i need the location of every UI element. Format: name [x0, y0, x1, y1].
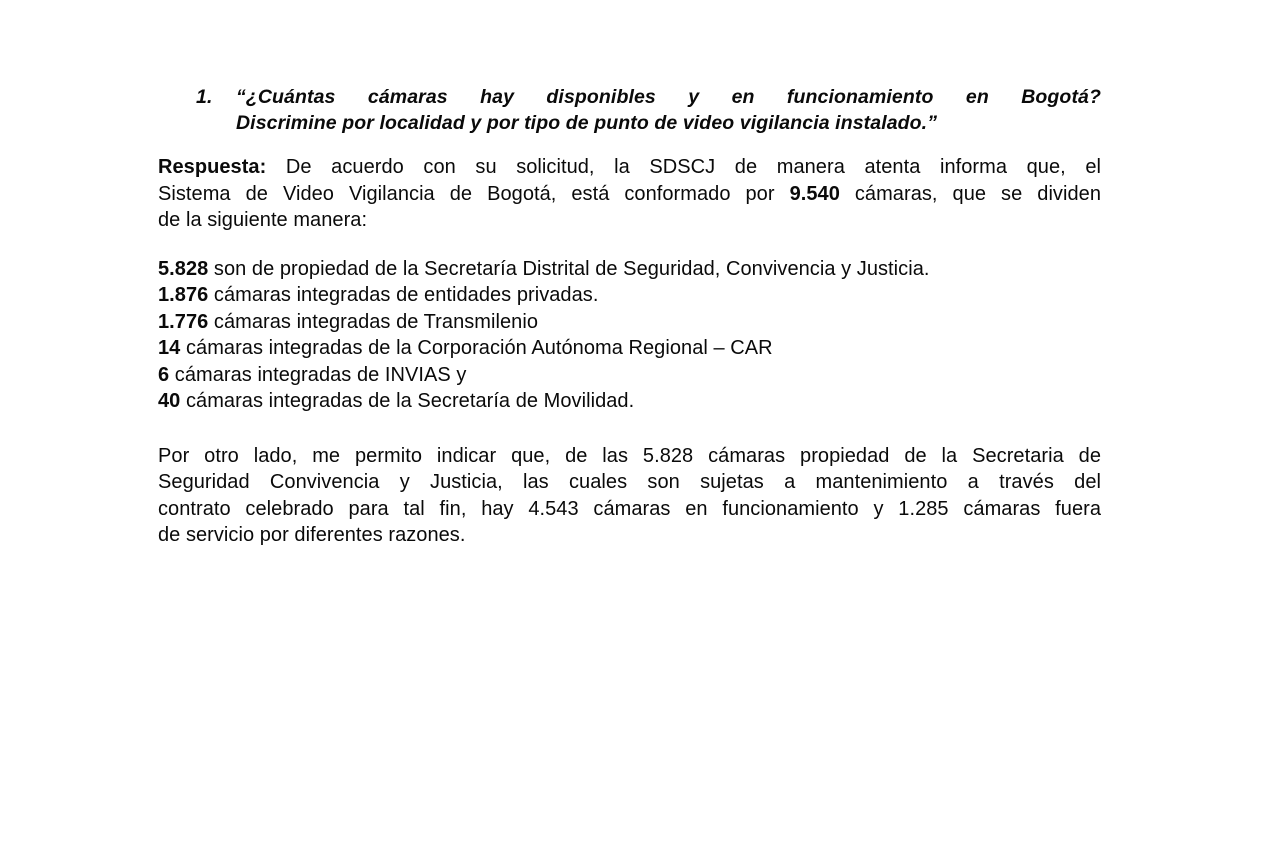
- breakdown-text-5: cámaras integradas de la Secretaría de Movilidad.: [180, 390, 635, 412]
- answer-label: Respuesta:: [158, 156, 267, 178]
- answer-line-2: [158, 181, 1101, 208]
- breakdown-text-1: cámaras integradas de entidades privadas.: [208, 284, 599, 306]
- answer-line-2-text-a: Sistema de Video Vigilancia de Bogotá, está conformado por: [158, 182, 790, 205]
- answer-line-2-text-b: cámaras, que se dividen: [839, 182, 1101, 205]
- closing-line-3: contrato celebrado para tal fin, hay 4.543 cámaras en funcionamiento y 1.285 cámaras fuera: [158, 497, 1101, 520]
- list-item: [158, 256, 1101, 283]
- breakdown-count-1: 1.876: [158, 284, 209, 306]
- answer-line-1-text: De acuerdo con su solicitud, la SDSCJ de manera atenta informa que, el: [266, 156, 1101, 178]
- breakdown-count-0: 5.828: [158, 257, 209, 280]
- document-content: [158, 84, 1101, 549]
- question-number: 1.: [196, 86, 213, 108]
- breakdown-count-2: 1.776: [158, 310, 209, 333]
- list-item: [158, 309, 1101, 336]
- breakdown-text-3: cámaras integradas de la Corporación Autónoma Regional – CAR: [180, 337, 773, 359]
- question-heading: [158, 84, 1101, 136]
- spacer-before-breakdown: [158, 234, 1101, 256]
- question-line-1: “¿Cuántas cámaras hay disponibles y en funcionamiento en Bogotá?: [236, 86, 1101, 108]
- list-item: [158, 388, 1101, 415]
- list-item: [158, 282, 1101, 309]
- breakdown-count-5: 40: [158, 390, 181, 412]
- list-item: [158, 335, 1101, 362]
- question-line-2: Discrimine por localidad y por tipo de punto de video vigilancia instalado.”: [236, 112, 938, 134]
- breakdown-text-4: cámaras integradas de INVIAS y: [169, 363, 467, 386]
- breakdown-text-0: son de propiedad de la Secretaría Distrital de Seguridad, Convivencia y Justicia.: [208, 257, 930, 280]
- answer-paragraph: [158, 154, 1101, 234]
- closing-line-1: Por otro lado, me permito indicar que, de las 5.828 cámaras propiedad de la Secretaria de: [158, 444, 1101, 467]
- spacer-before-closing: [158, 415, 1101, 443]
- camera-breakdown-list: [158, 256, 1101, 415]
- answer-line-3: de la siguiente manera:: [158, 209, 368, 231]
- closing-paragraph: [158, 443, 1101, 549]
- breakdown-count-4: 6: [158, 363, 170, 386]
- answer-line-1: [158, 154, 1101, 181]
- breakdown-text-2: cámaras integradas de Transmilenio: [208, 310, 539, 333]
- list-item: [158, 362, 1101, 389]
- breakdown-count-3: 14: [158, 337, 181, 359]
- closing-line-4: de servicio por diferentes razones.: [158, 524, 466, 546]
- total-cameras-figure: 9.540: [789, 182, 840, 205]
- closing-line-2: Seguridad Convivencia y Justicia, las cuales son sujetas a mantenimiento a través del: [158, 471, 1101, 493]
- question-text: [236, 84, 1101, 136]
